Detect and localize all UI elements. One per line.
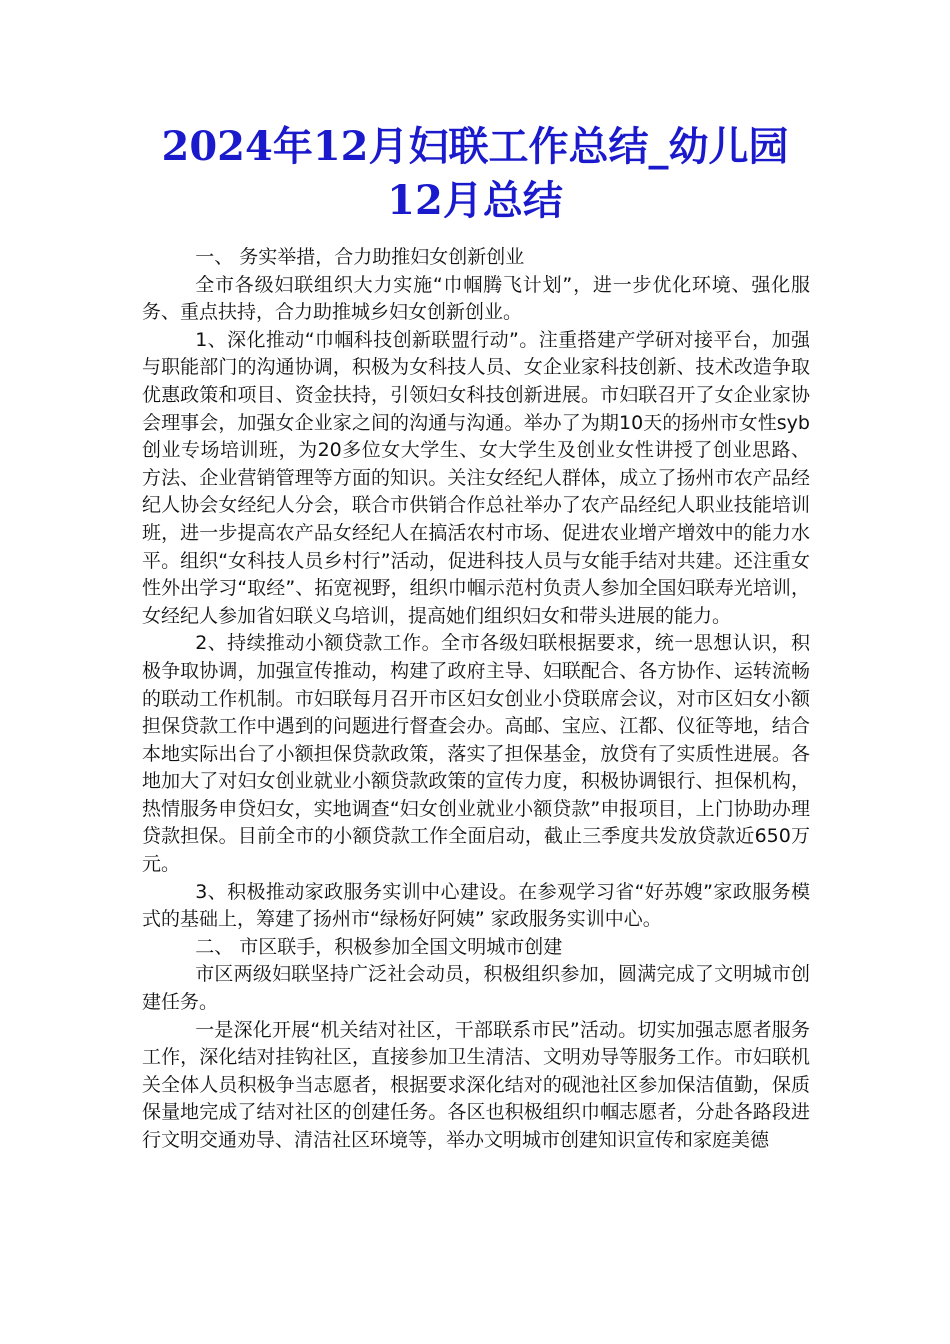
title-line-2: 12月总结: [387, 177, 563, 224]
paragraph-item-3: 3、积极推动家政服务实训中心建设。在参观学习省“好苏嫂”家政服务模式的基础上，筹建了扬州市“绿杨好阿姨” 家政服务实训中心。: [142, 880, 810, 931]
section-heading-1: 一、 务实举措，合力助推妇女创新创业: [195, 246, 525, 268]
paragraph-section-2-first: 一是深化开展“机关结对社区，干部联系市民”活动。切实加强志愿者服务工作，深化结对挂钩社区，直接参加卫生清洁、文明劝导等服务工作。市妇联机关全体人员积极争当志愿者，根据要求深化结对的砚池社区参加保洁值勤，保质保量地完成了结对社区的创建任务。各区也积极组织巾帼志愿者，分赴各路段进行文明交通劝导、清洁社区环境等，举办文明城市创建知识宣传和家庭美德: [142, 1018, 810, 1151]
section-heading-2: 二、 市区联手，积极参加全国文明城市创建: [195, 935, 563, 958]
paragraph-item-2: 2、持续推动小额贷款工作。全市各级妇联根据要求，统一思想认识，积极争取协调，加强宣传推动，构建了政府主导、妇联配合、各方协作、运转流畅的联动工作机制。市妇联每月召开市区妇女创业小贷联席会议，对市区妇女小额担保贷款工作中遇到的问题进行督查会办。高邮、宝应、江都、仪征等地，结合本地实际出台了小额担保贷款政策，落实了担保基金，放贷有了实质性进展。各地加大了对妇女创业就业小额贷款政策的宣传力度，积极协调银行、担保机构，热情服务申贷妇女，实地调查“妇女创业就业小额贷款”申报项目，上门协助办理贷款担保。目前全市的小额贷款工作全面启动，截止三季度共发放贷款近650万元。: [142, 632, 810, 876]
document-body: [142, 244, 810, 1155]
paragraph-intro: 全市各级妇联组织大力实施“巾帼腾飞计划”，进一步优化环境、强化服务、重点扶持，合力助推城乡妇女创新创业。: [142, 273, 810, 324]
paragraph-item-1: 1、深化推动“巾帼科技创新联盟行动”。注重搭建产学研对接平台，加强与职能部门的沟通协调，积极为女科技人员、女企业家科技创新、技术改造争取优惠政策和项目、资金扶持，引领妇女科技创新进展。市妇联召开了女企业家协会理事会，加强女企业家之间的沟通与沟通。举办了为期10天的扬州市女性syb创业专场培训班，为20多位女大学生、女大学生及创业女性讲授了创业思路、方法、企业营销管理等方面的知识。关注女经纪人群体，成立了扬州市农产品经纪人协会女经纪人分会，联合市供销合作总社举办了农产品经纪人职业技能培训班，进一步提高农产品女经纪人在搞活农村市场、促进农业增产增效中的能力水平。组织“女科技人员乡村行”活动，促进科技人员与女能手结对共建。还注重女性外出学习“取经”、拓宽视野，组织巾帼示范村负责人参加全国妇联寿光培训，女经纪人参加省妇联义乌培训，提高她们组织妇女和带头进展的能力。: [142, 328, 810, 627]
title-line-1: 2024年12月妇联工作总结_幼儿园: [161, 123, 789, 170]
document-title: [120, 120, 830, 228]
paragraph-section-2-intro: 市区两级妇联坚持广泛社会动员，积极组织参加，圆满完成了文明城市创建任务。: [142, 963, 810, 1014]
